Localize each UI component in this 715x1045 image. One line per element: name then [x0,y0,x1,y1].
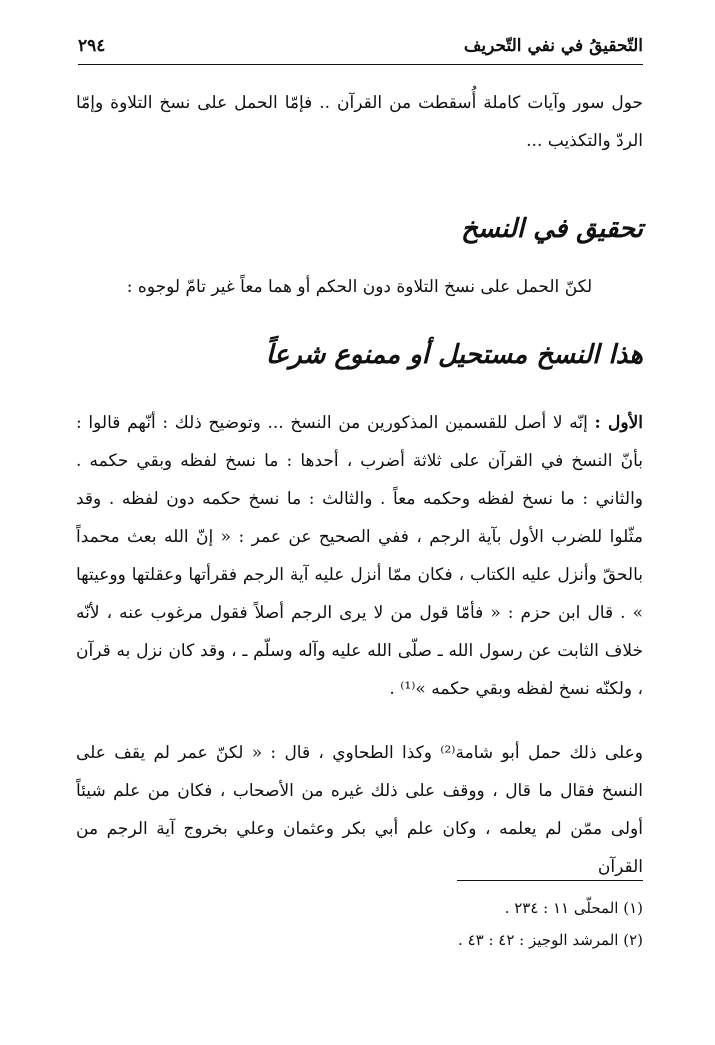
section-heading-naskh: تحقيق في النسخ [461,214,643,244]
paragraph-3-lead: الأول : [594,413,643,433]
section-heading-impossible: هذا النسخ مستحيل أو ممنوع شرعاً [265,340,643,370]
footnote-2: (٢) المرشد الوجيز : ٤٢ : ٤٣ . [458,931,643,949]
paragraph-1: حول سور وآيات كاملة أُسقطت من القرآن .. فإمّا الحمل على نسخ التلاوة وإمّا الردّ والتكذيب ... [76,93,643,151]
running-header [78,28,643,65]
page-number: ٢٩٤ [78,36,106,56]
paragraph-3-text: إنّه لا أصل للقسمين المذكورين من النسخ ... وتوضيح ذلك : أنّهم قالوا : بأنّ النسخ في القرآن على ثلاثة أضرب ، أحدها : ما نسخ لفظه وبقي حكمه . والثاني : ما نسخ لفظه وحكمه معاً . والثالث : ما نسخ حكمه دون لفظه . وقد مثّلوا للضرب الأول بآية الرجم ، ففي الصحيح عن عمر : « إنّ الله بعث محمداً بالحقّ وأنزل عليه الكتاب ، فكان ممّا أنزل عليه آية الرجم فقرأتها وعقلتها ووعيتها » . قال ابن حزم : « فأمّا قول من لا يرى الرجم أصلاً فقول مرغوب عنه ، لأنّه خلاف الثابت عن رسول الله ـ صلّى الله عليه وآله وسلّم ـ ، وقد كان نزل به قرآن ، ولكنّه نسخ لفظه وبقي حكمه »⁽¹⁾ . [76,413,643,699]
footnotes [76,892,643,956]
paragraph-3 [76,404,643,708]
header-title: التّحقيقُ في نفي التّحريف [463,36,643,56]
paragraph-4: وعلى ذلك حمل أبو شامة⁽²⁾ وكذا الطحاوي ، قال : « لكنّ عمر لم يقف على النسخ فقال ما قال ، ووقف على ذلك غيره من الأصحاب ، فكان من علم شيئاً أولى ممّن لم يعلمه ، وكان علم أبي بكر وعثمان وعلي بخروج آية الرجم من القرآن [76,743,643,877]
paragraph-2: لكنّ الحمل على نسخ التلاوة دون الحكم أو هما معاً غير تامّ لوجوه : [126,277,593,297]
footnote-separator [457,880,643,881]
footnote-1: (١) المحلّى ١١ : ٢٣٤ . [504,899,643,917]
